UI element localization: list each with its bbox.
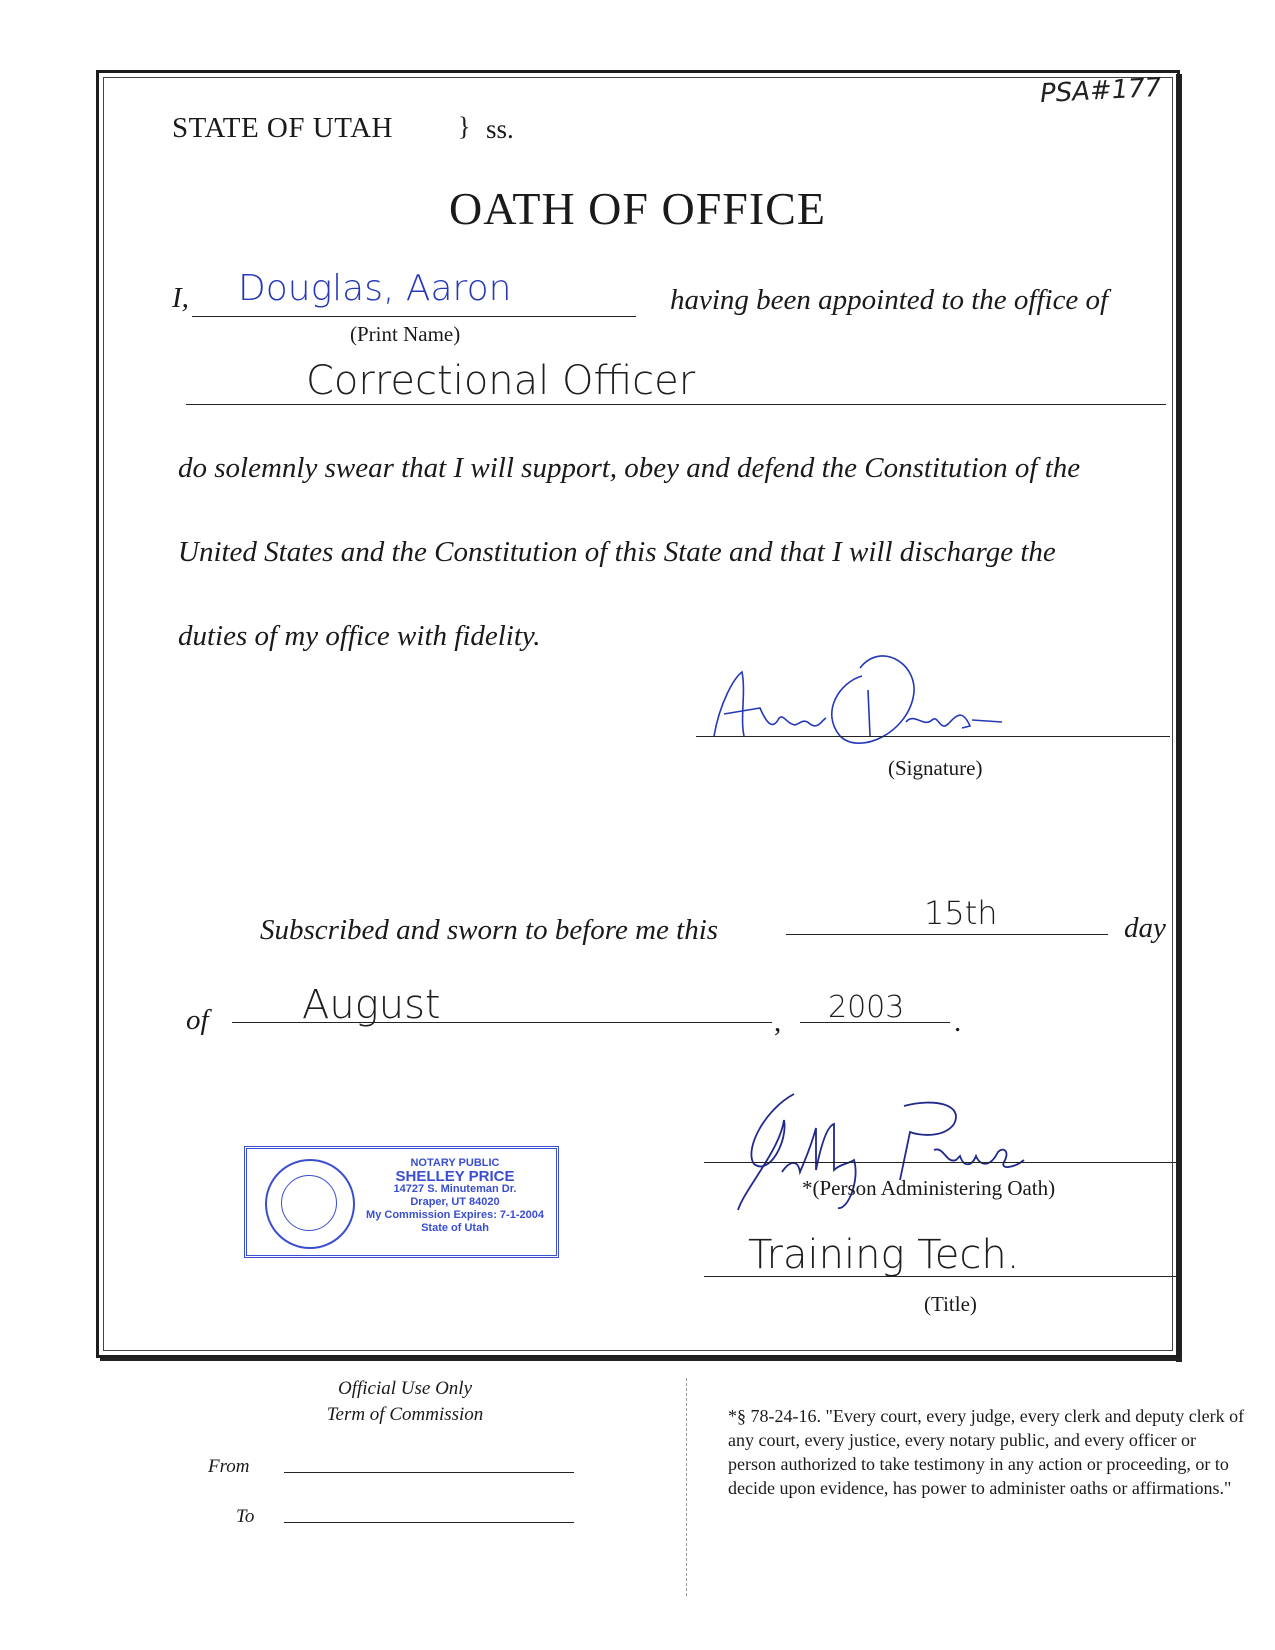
document-number: PSA#177 — [1039, 72, 1163, 110]
print-name-value: Douglas, Aaron — [238, 268, 512, 309]
oath-paragraph-line: duties of my office with fidelity. — [178, 620, 541, 652]
section-divider — [686, 1378, 687, 1596]
day-word: day — [1124, 912, 1166, 944]
administrator-line — [704, 1162, 1176, 1163]
print-name-line — [192, 316, 636, 317]
day-line — [786, 934, 1108, 935]
year-value: 2003 — [828, 990, 905, 1025]
official-use-line: Official Use Only — [337, 1378, 473, 1399]
state-heading: STATE OF UTAH — [172, 112, 393, 144]
notary-seal — [244, 1146, 559, 1258]
title-line — [704, 1276, 1176, 1277]
oath-paragraph-line: United States and the Constitution of this State and that I will discharge the — [178, 536, 1056, 568]
date-comma: , — [774, 1006, 782, 1038]
seal-text — [355, 1157, 555, 1235]
to-label: To — [236, 1506, 255, 1527]
administrator-label: *(Person Administering Oath) — [802, 1176, 1056, 1200]
date-period: . — [954, 1006, 962, 1038]
appointed-text: having been appointed to the office of — [670, 284, 1109, 316]
print-name-label: (Print Name) — [350, 322, 461, 346]
oath-paragraph-line: do solemnly swear that I will support, obey and defend the Constitution of the — [178, 452, 1081, 484]
from-line — [284, 1472, 574, 1473]
signature-line — [696, 736, 1170, 737]
of-word: of — [186, 1004, 209, 1036]
month-value: August — [302, 982, 441, 1028]
subscribed-text: Subscribed and sworn to before me this — [260, 914, 719, 946]
ss-mark: ss. — [486, 114, 514, 144]
seal-line: My Commission Expires: 7-1-2004 — [366, 1209, 544, 1221]
oath-prefix: I, — [172, 282, 189, 314]
seal-line: 14727 S. Minuteman Dr. — [393, 1183, 517, 1195]
statute-text: *§ 78-24-16. "Every court, every judge, every clerk and deputy clerk of any court, every justice, every notary public, and every officer or person authorized to take testimony in any action or proceeding, or to decide upon evidence, has power to administer oaths or affirmations." — [728, 1406, 1245, 1498]
brace-mark: } — [458, 112, 471, 141]
official-use-heading — [290, 1376, 520, 1428]
office-line — [186, 404, 1166, 405]
seal-line: Draper, UT 84020 — [410, 1196, 500, 1208]
signature-label: (Signature) — [888, 756, 983, 780]
signature-scribble — [700, 632, 1030, 762]
seal-line: SHELLEY PRICE — [395, 1168, 515, 1185]
seal-emblem-inner — [281, 1175, 337, 1231]
title-value: Training Tech. — [748, 1232, 1020, 1278]
title-label: (Title) — [924, 1292, 977, 1316]
seal-line: State of Utah — [421, 1222, 489, 1234]
seal-line: NOTARY PUBLIC — [410, 1157, 500, 1169]
day-value: 15th — [924, 894, 998, 932]
to-line — [284, 1522, 574, 1523]
office-value: Correctional Officer — [306, 358, 696, 404]
page-title: OATH OF OFFICE — [449, 183, 826, 234]
official-use-line: Term of Commission — [326, 1404, 484, 1425]
from-label: From — [208, 1456, 250, 1477]
